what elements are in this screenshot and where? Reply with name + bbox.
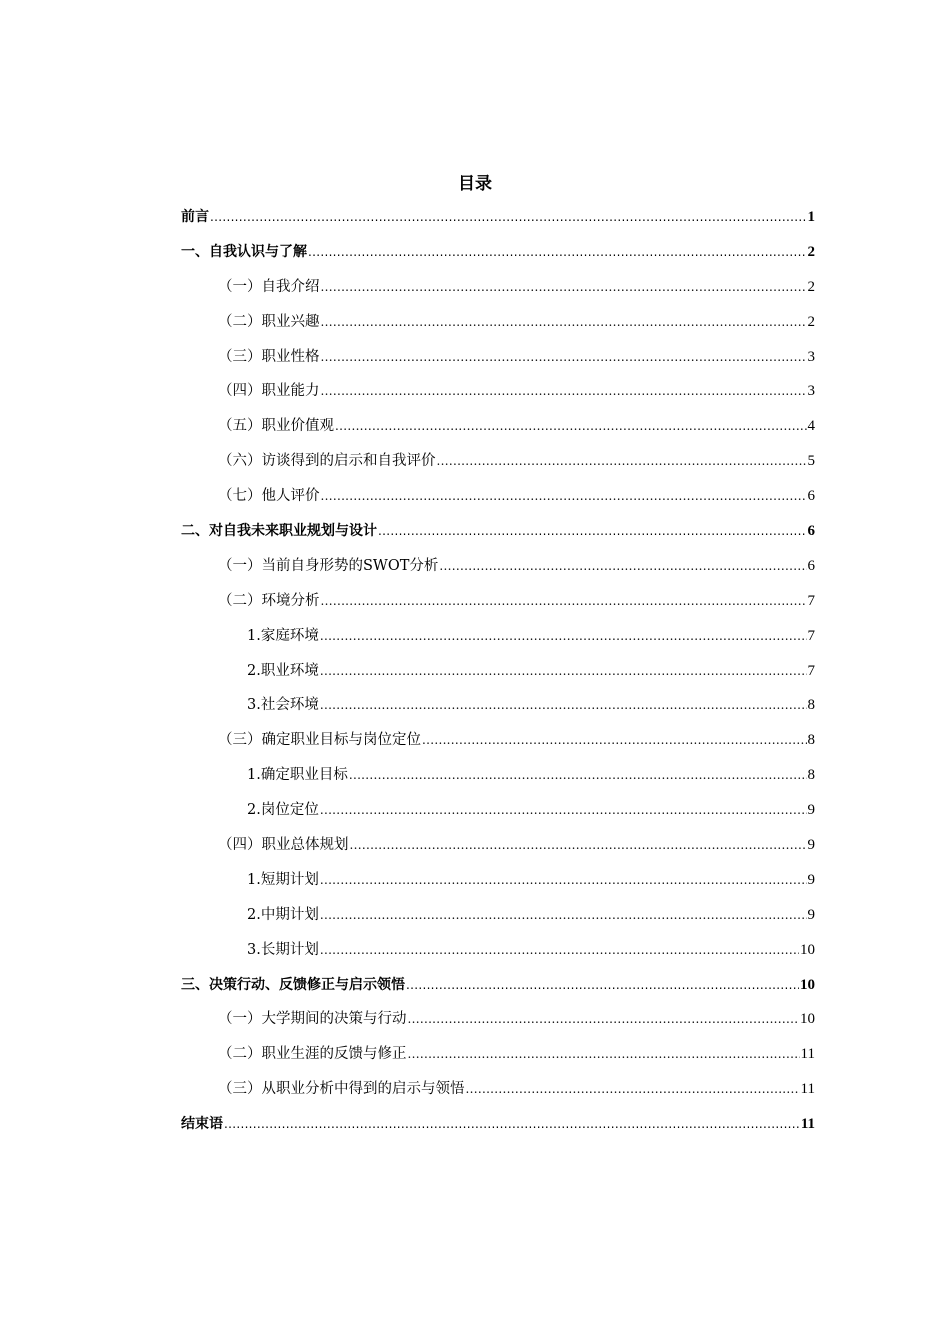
toc-page-number: 4 (807, 418, 815, 435)
toc-entry-label: 2.岗位定位 (247, 802, 319, 819)
toc-entry-label: 结束语 (181, 1116, 223, 1133)
toc-page-number: 11 (800, 1116, 815, 1133)
toc-entry-label: 1.短期计划 (247, 871, 319, 888)
toc-page-number: 11 (800, 1046, 815, 1063)
toc-page-number: 8 (807, 767, 815, 784)
toc-page-number: 8 (807, 697, 815, 714)
toc-page-number: 1 (807, 209, 815, 225)
toc-page-number: 2 (807, 278, 815, 295)
toc-entry-label: 三、决策行动、反馈修正与启示领悟 (181, 976, 405, 993)
toc-entry[interactable] (181, 584, 815, 619)
toc-dot-leader (321, 305, 807, 340)
toc-dot-leader (320, 654, 807, 689)
toc-entry[interactable] (181, 514, 815, 549)
toc-dot-leader (466, 1072, 800, 1107)
toc-page-number: 2 (807, 243, 815, 260)
toc-dot-leader (320, 793, 807, 828)
toc-entry-label: 1.确定职业目标 (247, 767, 348, 784)
toc-entry-label: （七）他人评价 (218, 488, 320, 505)
toc-entry-label: 前言 (181, 209, 209, 225)
toc-entry[interactable] (181, 200, 815, 235)
toc-dot-leader (320, 933, 799, 968)
toc-entry-label: 3.长期计划 (247, 941, 319, 958)
toc-entry-label: 2.职业环境 (247, 662, 319, 679)
toc-entry-label: （三）从职业分析中得到的启示与领悟 (218, 1081, 465, 1098)
toc-entry[interactable] (181, 1072, 815, 1107)
toc-entry[interactable] (181, 933, 815, 968)
toc-entry[interactable] (181, 549, 815, 584)
toc-entry-label: 1.家庭环境 (247, 627, 319, 644)
toc-entry-label: 二、对自我未来职业规划与设计 (181, 523, 377, 540)
toc-entry[interactable] (181, 270, 815, 305)
toc-entry[interactable] (181, 1107, 815, 1142)
toc-entry-label: 2.中期计划 (247, 906, 319, 923)
toc-dot-leader (320, 898, 807, 933)
toc-entry[interactable] (181, 793, 815, 828)
toc-entry-label: （四）职业能力 (218, 383, 320, 400)
toc-entry[interactable] (181, 654, 815, 689)
toc-entry-label: 3.社会环境 (247, 697, 319, 714)
toc-entry-label: （一）自我介绍 (218, 278, 320, 295)
toc-dot-leader (408, 1002, 800, 1037)
toc-entry[interactable] (181, 758, 815, 793)
toc-dot-leader (406, 968, 799, 1003)
toc-dot-leader (378, 514, 807, 549)
toc-entry-label: （二）职业兴趣 (218, 313, 320, 330)
toc-entry[interactable] (181, 1002, 815, 1037)
toc-page-number: 7 (807, 662, 815, 679)
toc-entry[interactable] (181, 374, 815, 409)
toc-entry[interactable] (181, 340, 815, 375)
toc-entry[interactable] (181, 898, 815, 933)
toc-page-number: 11 (800, 1081, 815, 1098)
toc-dot-leader (320, 619, 807, 654)
toc-page-number: 3 (807, 348, 815, 365)
toc-dot-leader (408, 1037, 800, 1072)
toc-entry[interactable] (181, 619, 815, 654)
toc-entry-label: （三）职业性格 (218, 348, 320, 365)
toc-page-number: 9 (807, 871, 815, 888)
toc-dot-leader (321, 584, 807, 619)
table-of-contents (181, 200, 815, 1142)
toc-entry[interactable] (181, 863, 815, 898)
toc-entry[interactable] (181, 828, 815, 863)
toc-entry-label: （三）确定职业目标与岗位定位 (218, 732, 421, 749)
page-title: 目录 (458, 174, 492, 194)
toc-entry[interactable] (181, 479, 815, 514)
toc-entry[interactable] (181, 444, 815, 479)
toc-page-number: 9 (807, 837, 815, 854)
toc-dot-leader (321, 270, 807, 305)
toc-entry-label: （五）职业价值观 (218, 418, 334, 435)
toc-dot-leader (320, 863, 807, 898)
toc-entry[interactable] (181, 688, 815, 723)
toc-entry[interactable] (181, 723, 815, 758)
toc-dot-leader (335, 409, 807, 444)
toc-page-number: 6 (807, 488, 815, 505)
toc-page-number: 10 (800, 976, 815, 993)
toc-page-number: 5 (807, 453, 815, 470)
toc-dot-leader (321, 340, 807, 375)
toc-dot-leader (349, 758, 807, 793)
toc-entry[interactable] (181, 305, 815, 340)
toc-page-number: 8 (807, 732, 815, 749)
toc-dot-leader (437, 444, 807, 479)
toc-dot-leader (210, 200, 807, 235)
toc-page-number: 6 (807, 523, 815, 540)
toc-dot-leader (422, 723, 807, 758)
toc-dot-leader (350, 828, 807, 863)
toc-page-number: 9 (807, 802, 815, 819)
toc-page-number: 10 (800, 941, 815, 958)
toc-entry[interactable] (181, 968, 815, 1003)
toc-dot-leader (320, 688, 807, 723)
toc-entry-label: （二）环境分析 (218, 592, 320, 609)
toc-dot-leader (439, 549, 806, 584)
toc-page-number: 6 (807, 557, 815, 574)
toc-entry-label: （二）职业生涯的反馈与修正 (218, 1046, 407, 1063)
toc-entry[interactable] (181, 235, 815, 270)
toc-dot-leader (321, 374, 807, 409)
toc-entry-label: （一）大学期间的决策与行动 (218, 1011, 407, 1028)
toc-dot-leader (308, 235, 807, 270)
toc-page-number: 7 (807, 627, 815, 644)
toc-page-number: 10 (800, 1011, 815, 1028)
toc-entry-label: （六）访谈得到的启示和自我评价 (218, 453, 436, 470)
toc-entry-label: 一、自我认识与了解 (181, 243, 307, 260)
toc-entry[interactable] (181, 1037, 815, 1072)
toc-entry[interactable] (181, 409, 815, 444)
toc-entry-label: （四）职业总体规划 (218, 837, 349, 854)
toc-page-number: 2 (807, 313, 815, 330)
toc-page-number: 3 (807, 383, 815, 400)
toc-dot-leader (224, 1107, 800, 1142)
toc-page-number: 9 (807, 906, 815, 923)
toc-entry-label: （一）当前自身形势的SWOT分析 (218, 557, 439, 574)
toc-page-number: 7 (807, 592, 815, 609)
toc-dot-leader (321, 479, 807, 514)
